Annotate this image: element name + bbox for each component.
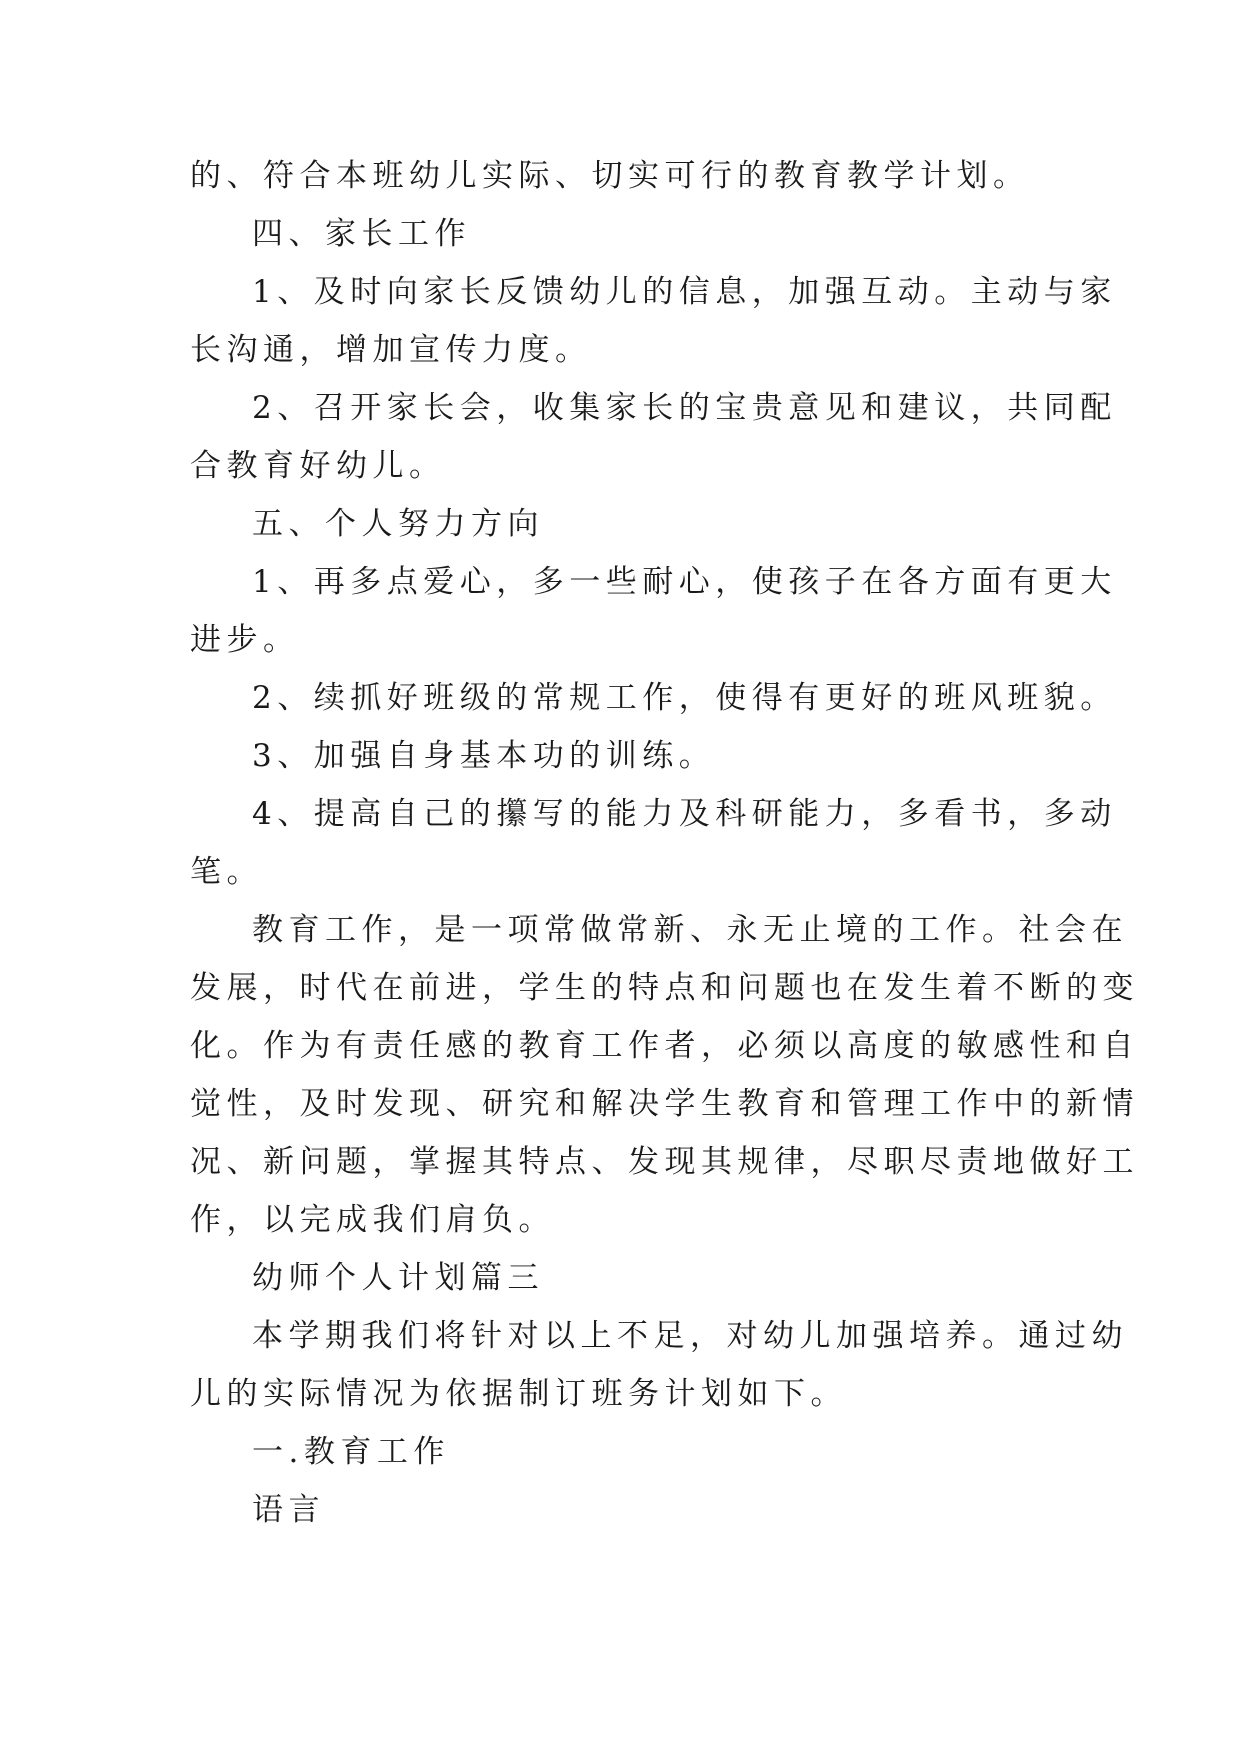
- text-line: 笔。: [190, 854, 263, 890]
- text-line: 3、加强自身基本功的训练。: [252, 738, 716, 774]
- text-line: 进步。: [190, 622, 300, 658]
- text-line: 儿的实际情况为依据制订班务计划如下。: [190, 1376, 847, 1412]
- text-line: 教育工作，是一项常做常新、永无止境的工作。社会在: [252, 912, 1128, 948]
- text-line: 合教育好幼儿。: [190, 448, 446, 484]
- text-line: 4、提高自己的攥写的能力及科研能力，多看书，多动: [252, 796, 1117, 832]
- text-line: 2、召开家长会，收集家长的宝贵意见和建议，共同配: [252, 390, 1117, 426]
- text-line: 觉性，及时发现、研究和解决学生教育和管理工作中的新情: [190, 1086, 1139, 1122]
- section-heading-parents: 四、家长工作: [252, 216, 471, 252]
- section-heading-education: 一.教育工作: [252, 1434, 450, 1470]
- text-line: 长沟通，增加宣传力度。: [190, 332, 592, 368]
- text-line: 况、新问题，掌握其特点、发现其规律，尽职尽责地做好工: [190, 1144, 1139, 1180]
- text-line: 的、符合本班幼儿实际、切实可行的教育教学计划。: [190, 158, 1030, 194]
- section-heading-personal: 五、个人努力方向: [252, 506, 544, 542]
- text-line: 化。作为有责任感的教育工作者，必须以高度的敏感性和自: [190, 1028, 1139, 1064]
- text-line: 作，以完成我们肩负。: [190, 1202, 555, 1238]
- text-line: 1、及时向家长反馈幼儿的信息，加强互动。主动与家: [252, 274, 1117, 310]
- text-line: 本学期我们将针对以上不足，对幼儿加强培养。通过幼: [252, 1318, 1128, 1354]
- article-heading: 幼师个人计划篇三: [252, 1260, 544, 1296]
- text-line: 1、再多点爱心，多一些耐心，使孩子在各方面有更大: [252, 564, 1117, 600]
- text-line: 发展，时代在前进，学生的特点和问题也在发生着不断的变: [190, 970, 1139, 1006]
- text-line: 2、续抓好班级的常规工作，使得有更好的班风班貌。: [252, 680, 1117, 716]
- subsection-heading-language: 语言: [252, 1492, 325, 1528]
